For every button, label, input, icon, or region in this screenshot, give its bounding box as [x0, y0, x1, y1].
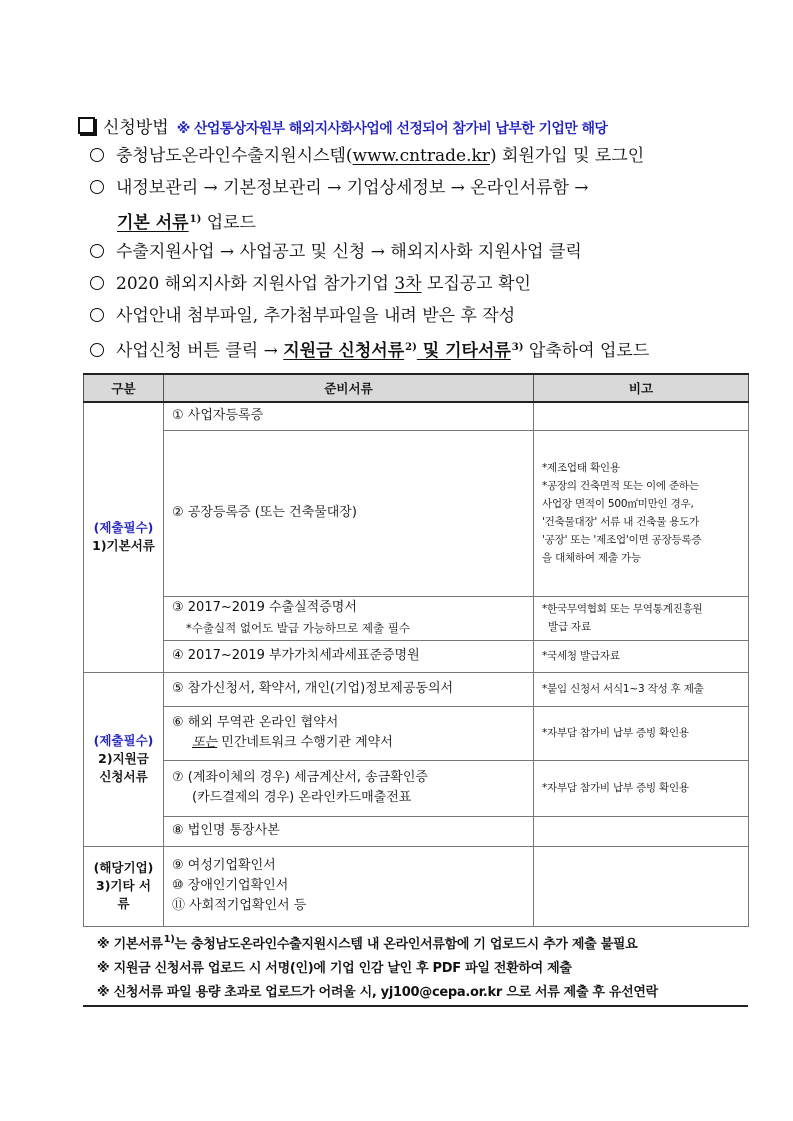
- header-remarks: 비고: [534, 374, 749, 402]
- footnote-ref: 3): [511, 342, 524, 353]
- footnote-line: ※ 신청서류 파일 용량 초과로 업로드가 어려울 시, yj100@cepa.or.kr 으로 서류 제출 후 유선연락: [97, 985, 658, 1000]
- section-heading: [78, 113, 758, 138]
- table-row: ⑧ 법인명 통장사본: [84, 816, 749, 846]
- required-documents-table: [83, 373, 749, 927]
- header-documents: 준비서류: [164, 374, 534, 402]
- step-item-continued: 기본 서류$^{1)}$ 업로드: [117, 213, 256, 233]
- round-label: 3차: [394, 274, 422, 294]
- system-link[interactable]: www.cntrade.kr: [352, 146, 490, 166]
- footnote-ref: 1): [189, 214, 202, 225]
- circle-bullet-icon: [90, 276, 104, 290]
- step-item: 수출지원사업 → 사업공고 및 신청 → 해외지사화 지원사업 클릭: [90, 236, 750, 268]
- factory-note: *제조업태 확인용 *공장의 건축면적 또는 이에 준하는 사업장 면적이 500㎡미만인 경우, '건축물대장' 서류 내 건축물 용도가 '공장' 또는 '제조업'이면 공장등록증 을 대체하여 제출 가능: [534, 430, 749, 596]
- step-item: 충청남도온라인수출지원시스템(www.cntrade.kr) 회원가입 및 로그인: [90, 140, 750, 172]
- step-item: 2020 해외지사화 지원사업 참가기업 3차 모집공고 확인: [90, 268, 750, 300]
- table-row: ④ 2017~2019 부가가치세과세표준증명원 *국세청 발급자료: [84, 640, 749, 672]
- table-header-row: [84, 374, 749, 402]
- step-item: 사업신청 버튼 클릭 → 지원금 신청서류$^{2)}$ 및 기타서류$^{3)}$ 압축하여 업로드: [90, 332, 750, 364]
- table-row: ③ 2017~2019 수출실적증명서 *수출실적 없어도 발급 가능하므로 제출 필수 *한국무역협회 또는 무역통계진흥원 발급 자료: [84, 596, 749, 640]
- other-docs-label: 기타서류: [445, 341, 511, 361]
- category-subsidy: (제출필수) 2)지원금 신청서류: [84, 672, 164, 846]
- footnote-ref: 2): [405, 342, 417, 353]
- step-item: 내정보관리 → 기본정보관리 → 기업상세정보 → 온라인서류함 →: [90, 172, 750, 204]
- circle-bullet-icon: [90, 343, 104, 357]
- category-other: (해당기업) 3)기타 서류: [84, 846, 164, 926]
- footnote-line: ※ 기본서류$^{1)}$는 충청남도온라인수출지원시스템 내 온라인서류함에 기 업로드시 추가 제출 불필요: [97, 934, 638, 952]
- table-row: ⑥ 해외 무역관 온라인 협약서 또는 민간네트워크 수행기관 계약서 *자부담 참가비 납부 증빙 확인용: [84, 706, 749, 760]
- circle-bullet-icon: [90, 244, 104, 258]
- table-row: ② 공장등록증 (또는 건축물대장) *제조업태 확인용 *공장의 건축면적 또는 이에 준하는 사업장 면적이 500㎡미만인 경우, '건축물대장' 서류 내 건축물 용도가 '공장' 또는 '제조업'이면 공장등록증 을 대체하여 제출 가능: [84, 430, 749, 596]
- application-steps: [90, 140, 750, 364]
- circle-bullet-icon: [90, 180, 104, 194]
- table-row: (제출필수) 2)지원금 신청서류 ⑤ 참가신청서, 확약서, 개인(기업)정보제공동의서 *붙임 신청서 서식1~3 작성 후 제출: [84, 672, 749, 706]
- table-row: (해당기업) 3)기타 서류 ⑨ 여성기업확인서 ⑩ 장애인기업확인서 ⑪ 사회적기업확인서 등: [84, 846, 749, 926]
- footnote-line: ※ 지원금 신청서류 업로드 시 서명(인)에 기업 인감 날인 후 PDF 파일 전환하여 제출: [97, 961, 572, 976]
- subsidy-docs-label: 지원금 신청서류: [283, 341, 405, 361]
- table-row: ⑦ (계좌이체의 경우) 세금계산서, 송금확인증 (카드결제의 경우) 온라인카드매출전표 *자부담 참가비 납부 증빙 확인용: [84, 760, 749, 816]
- category-basic: (제출필수) 1)기본서류: [84, 402, 164, 672]
- table-row: (제출필수) 1)기본서류 ① 사업자등록증: [84, 402, 749, 430]
- header-category: 구분: [84, 374, 164, 402]
- footnotes: [83, 928, 748, 1007]
- checkbox-icon: [78, 117, 95, 134]
- heading-title: 신청방법: [103, 118, 169, 138]
- step-item: 사업안내 첨부파일, 추가첨부파일을 내려 받은 후 작성: [90, 300, 750, 332]
- basic-docs-label: 기본 서류: [117, 213, 189, 233]
- circle-bullet-icon: [90, 308, 104, 322]
- heading-note: ※ 산업통상자원부 해외지사화사업에 선정되어 참가비 납부한 기업만 해당: [176, 121, 608, 137]
- circle-bullet-icon: [90, 148, 104, 162]
